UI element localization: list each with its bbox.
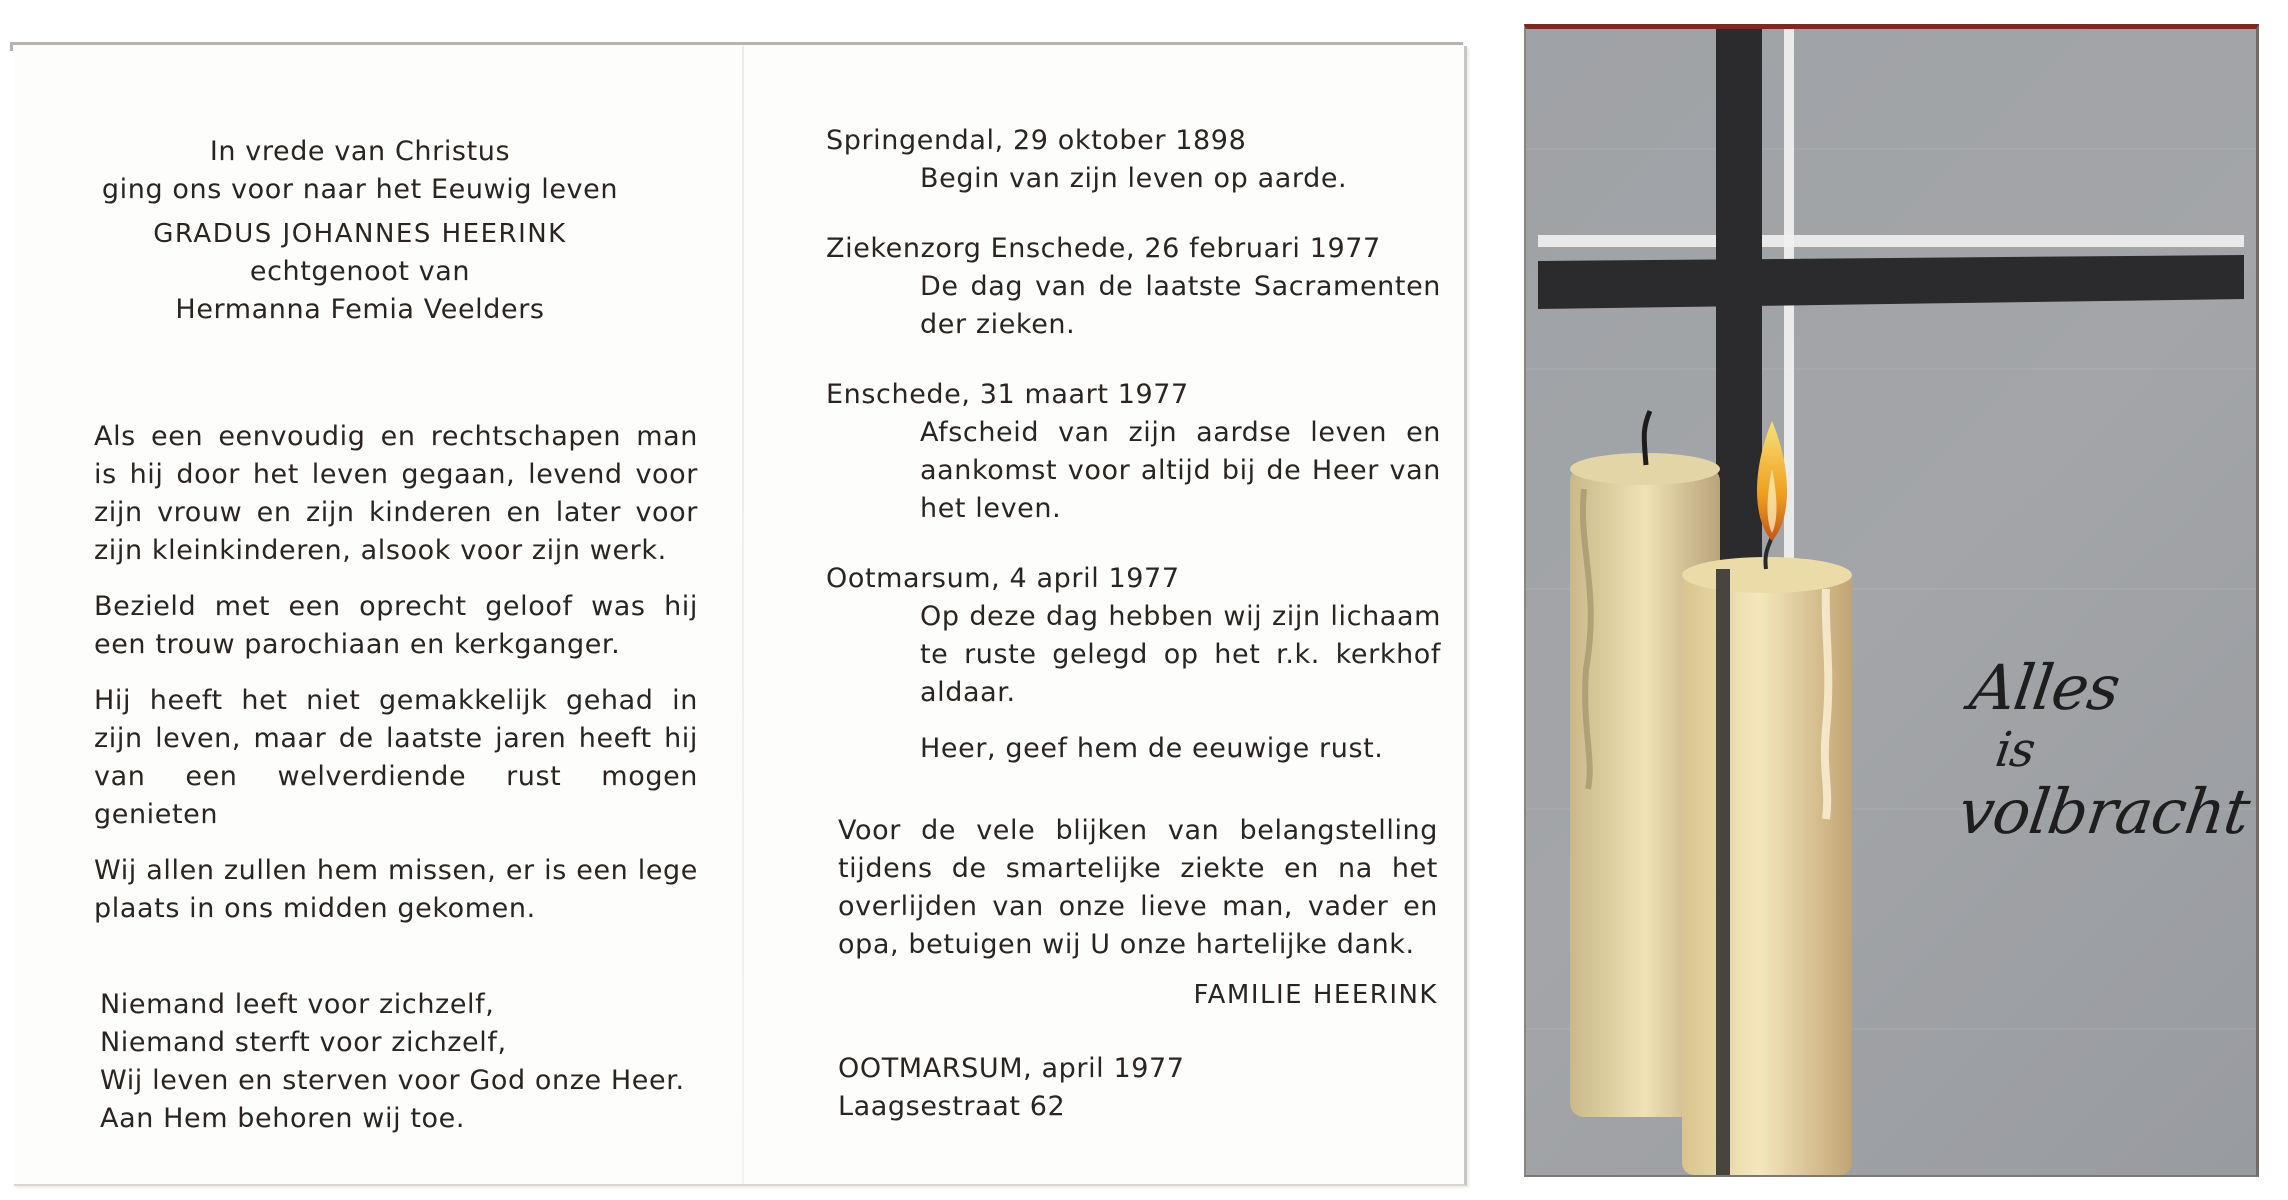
- family-address: [838, 1050, 1338, 1126]
- spouse-name: Hermanna Femia Veelders: [175, 294, 545, 325]
- motto: [1949, 651, 2259, 848]
- heading-line-2: ging ons voor naar het Eeuwig leven: [101, 174, 619, 205]
- family-signature: FAMILIE HEERINK: [1193, 980, 1438, 1010]
- heading-line-1: In vrede van Christus: [209, 136, 511, 167]
- entry-description: Afscheid van zijn aardse leven en aankomst voor altijd bij de Heer van het leven.: [920, 417, 1441, 524]
- poem: [100, 986, 740, 1138]
- motto-line-3: volbracht: [1954, 775, 2254, 848]
- date-entry: [826, 122, 1441, 198]
- poem-line: Wij leven en sterven voor God onze Heer.: [100, 1065, 685, 1096]
- heading-line-4: echtgenoot van: [249, 256, 471, 287]
- dark-cross-horizontal: [1538, 255, 2244, 309]
- date-entry: [826, 376, 1441, 528]
- paragraph: [94, 852, 698, 928]
- date-entry: [826, 560, 1441, 768]
- entry-place-date: Ootmarsum, 4 april 1977: [826, 563, 1180, 594]
- paragraph: [94, 588, 698, 664]
- paragraph-text: Wij allen zullen hem missen, er is een lege plaats in ons midden gekomen.: [94, 855, 698, 924]
- entry-place-date: Ziekenzorg Enschede, 26 februari 1977: [826, 233, 1381, 264]
- cross-over-candle: [1716, 569, 1730, 1175]
- life-dates: [826, 122, 1441, 800]
- poem-line: Niemand leeft voor zichzelf,: [100, 989, 495, 1020]
- front-card: [1524, 24, 2259, 1177]
- paragraph: [94, 682, 698, 834]
- poem-line: Aan Hem behoren wij toe.: [100, 1103, 466, 1134]
- fold-line: [742, 46, 744, 1184]
- address-line-1: OOTMARSUM, april 1977: [838, 1053, 1185, 1084]
- right-candle-drip: [1825, 589, 1828, 819]
- paragraph-text: Als een eenvoudig en rechtschapen man is hij door het leven gegaan, levend voor zijn vrouw en zijn kinderen en later voor zijn kleinkinderen, alsook voor zijn werk.: [94, 421, 698, 566]
- motto-line-2: is: [1992, 722, 2038, 778]
- address-line-2: Laagsestraat 62: [838, 1091, 1066, 1122]
- thanks-paragraph: Voor de vele blijken van belangstelling tijdens de smartelijke ziekte en na het overlijden van onze lieve man, vader en opa, betuigen wij U onze hartelijke dank.: [838, 815, 1438, 960]
- paragraph: [94, 418, 698, 570]
- entry-place-date: Springendal, 29 oktober 1898: [826, 125, 1247, 156]
- motto-line-1: Alles: [1965, 651, 2124, 724]
- date-entry: [826, 230, 1441, 344]
- entry-place-date: Enschede, 31 maart 1977: [826, 379, 1189, 410]
- deceased-name: GRADUS JOHANNES HEERINK: [153, 219, 567, 249]
- obituary-heading: [100, 133, 620, 329]
- entry-description: De dag van de laatste Sacramenten der zieken.: [920, 271, 1441, 340]
- memorial-text: [94, 418, 698, 946]
- entry-description: Begin van zijn leven op aarde.: [920, 163, 1348, 194]
- prayer-line: Heer, geef hem de eeuwige rust.: [920, 733, 1384, 764]
- candles-cross-illustration: [1526, 29, 2256, 1175]
- light-cross-horizontal: [1538, 235, 2244, 247]
- paragraph-text: Bezield met een oprecht geloof was hij een trouw parochiaan en kerkganger.: [94, 591, 698, 660]
- thanks-text: [838, 812, 1438, 964]
- entry-description: Op deze dag hebben wij zijn lichaam te ruste gelegd op het r.k. kerkhof aldaar.: [920, 601, 1441, 708]
- poem-line: Niemand sterft voor zichzelf,: [100, 1027, 507, 1058]
- paragraph-text: Hij heeft het niet gemakkelijk gehad in zijn leven, maar de laatste jaren heeft hij van een welverdiende rust mogen genieten: [94, 685, 698, 830]
